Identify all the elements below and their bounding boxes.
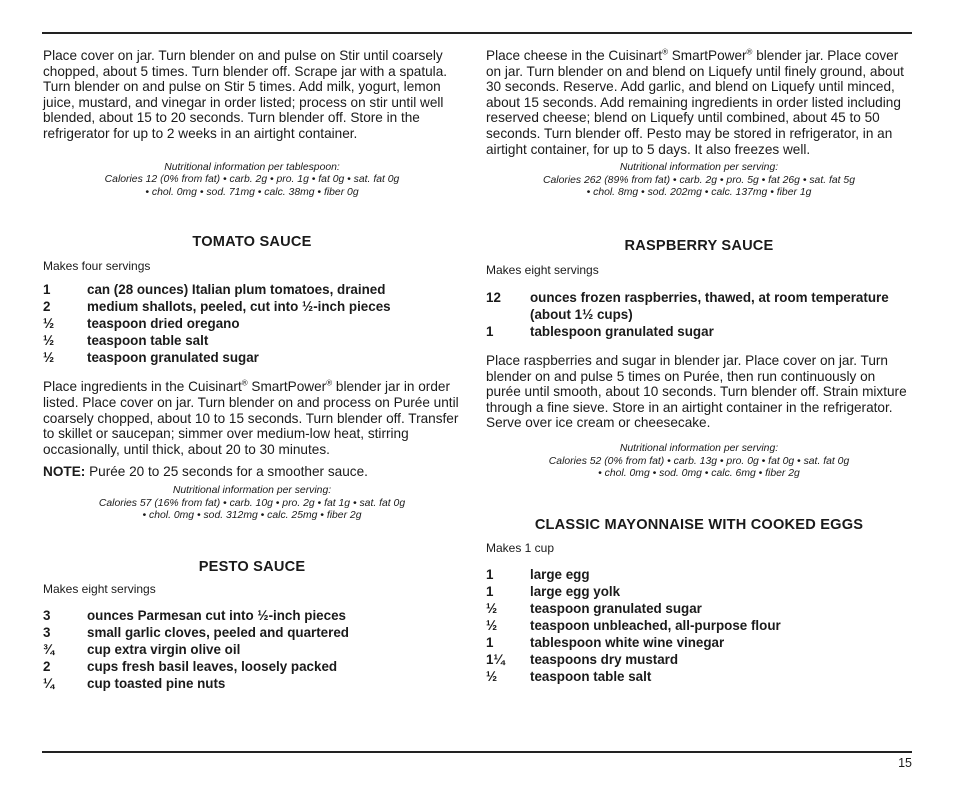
ingredient-row <box>486 617 912 634</box>
ingredient-text: cup toasted pine nuts <box>87 675 226 691</box>
ingredient-row <box>43 607 461 624</box>
ingredient-row <box>43 332 461 349</box>
ingredient-text: cup extra virgin olive oil <box>87 641 241 657</box>
registered-mark: ® <box>746 47 753 57</box>
registered-mark: ® <box>326 378 333 388</box>
page-number: 15 <box>898 756 912 770</box>
ingredient-qty: 1¼ <box>486 651 505 667</box>
ingredient-text: ounces frozen raspberries, thawed, at room temperature (about 1½ cups) <box>530 289 889 322</box>
bottom-rule <box>42 751 912 753</box>
tomato-sauce-servings: Makes four servings <box>43 259 151 274</box>
raspberry-sauce-nutrition <box>486 443 912 481</box>
ingredient-row <box>486 668 912 685</box>
ingredient-text: teaspoon unbleached, all-purpose flour <box>530 617 781 633</box>
pesto-sauce-ingredients <box>43 607 461 692</box>
ingredient-qty: ½ <box>486 668 498 684</box>
method-text: blender jar in order listed. Place cover on jar. Turn blender on and process on Purée until coarsely chopped, about 10 to 15 seconds. Turn blender off. Transfer to skillet or saucepan; simmer over medium-low heat, stirring occasionally, until thick, about 20 to 30 minutes. <box>43 379 459 457</box>
ingredient-row <box>486 634 912 651</box>
ingredient-qty: 12 <box>486 289 501 305</box>
ingredient-qty: ½ <box>43 316 55 332</box>
ingredient-qty: ½ <box>486 617 498 633</box>
nutrition-heading: Nutritional information per serving: <box>619 162 779 174</box>
ingredient-text: can (28 ounces) Italian plum tomatoes, drained <box>87 282 386 298</box>
ingredient-row <box>43 658 461 675</box>
nutrition-line-1: Calories 12 (0% from fat) • carb. 2g • pro. 1g • fat 0g • sat. fat 0g <box>104 174 400 186</box>
raspberry-sauce-servings: Makes eight servings <box>486 262 599 277</box>
registered-mark: ® <box>241 378 248 388</box>
left-column <box>43 48 461 692</box>
pesto-sauce-servings: Makes eight servings <box>43 581 156 596</box>
ingredient-row <box>486 600 912 617</box>
ingredient-row <box>43 349 461 366</box>
registered-mark: ® <box>662 47 668 57</box>
ingredient-row <box>43 641 461 658</box>
mayonnaise-method-paragraph: Place cover on jar. Turn blender on and pulse on Stir until coarsely chopped, about 5 times. Turn blender off. Scrape jar with a spatula. Turn blender on and pulse on Stir 5 times. Add milk, yogurt, lemon juice, mustard, and vinegar in order listed; process on stir until well blended, about 15 to 20 seconds. Turn blender off. Store in the refrigerator for up to 2 weeks in an airtight container. <box>43 48 448 141</box>
ingredient-text: large egg <box>530 566 590 582</box>
tomato-sauce-method <box>43 379 461 457</box>
nutrition-heading: Nutritional information per serving: <box>172 484 332 496</box>
nutrition-line-2: • chol. 0mg • sod. 312mg • calc. 25mg • fiber 2g <box>142 510 362 522</box>
ingredient-text: teaspoon table salt <box>87 333 209 349</box>
ingredient-row <box>486 651 912 668</box>
ingredient-text: teaspoon table salt <box>530 668 652 684</box>
method-text: Place cheese in the Cuisinart <box>486 48 663 63</box>
ingredient-row <box>486 583 912 600</box>
ingredient-text: small garlic cloves, peeled and quartered <box>87 624 349 640</box>
nutrition-line-1: Calories 262 (89% from fat) • carb. 2g • pro. 5g • fat 26g • sat. fat 5g <box>543 174 855 186</box>
nutrition-heading: Nutritional information per tablespoon: <box>164 161 340 173</box>
ingredient-qty: 3 <box>43 607 51 623</box>
ingredient-row <box>43 298 461 315</box>
ingredient-qty: ½ <box>43 333 55 349</box>
ingredient-qty: 1 <box>486 583 494 599</box>
tomato-sauce-ingredients <box>43 281 461 366</box>
ingredient-qty: 1 <box>43 282 51 298</box>
ingredient-text: teaspoons dry mustard <box>530 651 679 667</box>
method-text: SmartPower <box>667 48 747 63</box>
ingredient-qty: ½ <box>486 600 498 616</box>
ingredient-row <box>43 675 461 692</box>
tomato-sauce-title: TOMATO SAUCE <box>192 234 312 251</box>
ingredient-text: medium shallots, peeled, cut into ½-inch pieces <box>87 299 391 315</box>
method-text: blender jar. Place cover on jar. Turn blender on and blend on Liquefy until finely ground, about 30 seconds. Reserve. Add garlic, and blend on Liquefy until minced, about 15 seconds. Add remaining ingredients in order listed including reserved cheese; blend on Liquefy until combined, about 45 to 50 seconds. Turn blender off. Pesto may be stored in refrigerator, in an airtight container, for up to 5 days. It also freezes well. <box>486 48 904 157</box>
right-column <box>486 48 912 685</box>
ingredient-qty: 1 <box>486 634 494 650</box>
ingredient-text: tablespoon granulated sugar <box>530 323 714 339</box>
tomato-sauce-note <box>43 464 461 480</box>
nutrition-line-1: Calories 52 (0% from fat) • carb. 13g • pro. 0g • fat 0g • sat. fat 0g <box>548 455 850 467</box>
ingredient-qty: 2 <box>43 299 51 315</box>
nutrition-line-1: Calories 57 (16% from fat) • carb. 10g • pro. 2g • fat 1g • sat. fat 0g <box>98 497 406 509</box>
ingredient-text: cups fresh basil leaves, loosely packed <box>87 658 338 674</box>
mayonnaise-yield: Makes 1 cup <box>486 540 555 555</box>
ingredient-text: large egg yolk <box>530 583 621 599</box>
ingredient-text: teaspoon granulated sugar <box>530 600 702 616</box>
pesto-sauce-title: PESTO SAUCE <box>198 558 306 575</box>
pesto-sauce-nutrition <box>486 162 912 200</box>
raspberry-sauce-title: RASPBERRY SAUCE <box>624 237 774 254</box>
nutrition-line-2: • chol. 0mg • sod. 71mg • calc. 38mg • fiber 0g <box>145 186 359 198</box>
nutrition-line-2: • chol. 8mg • sod. 202mg • calc. 137mg • fiber 1g <box>586 187 812 199</box>
ingredient-row <box>486 566 912 583</box>
tomato-sauce-nutrition <box>43 485 461 523</box>
ingredient-text: teaspoon dried oregano <box>87 316 240 332</box>
ingredient-text: tablespoon white wine vinegar <box>530 634 725 650</box>
method-text: SmartPower <box>247 379 327 395</box>
mayonnaise-ingredients <box>486 566 912 685</box>
ingredient-qty: 3 <box>43 624 51 640</box>
ingredient-qty: ¾ <box>43 641 55 657</box>
nutrition-heading: Nutritional information per serving: <box>619 442 779 454</box>
ingredient-row <box>43 315 461 332</box>
ingredient-text: teaspoon granulated sugar <box>87 350 259 366</box>
ingredient-qty: 1 <box>486 323 494 339</box>
nutrition-line-2: • chol. 0mg • sod. 0mg • calc. 6mg • fiber 2g <box>598 468 800 480</box>
ingredient-text: ounces Parmesan cut into ½-inch pieces <box>87 607 346 623</box>
ingredient-row <box>486 323 912 340</box>
ingredient-qty: ¼ <box>43 675 55 691</box>
raspberry-sauce-method: Place raspberries and sugar in blender jar. Place cover on jar. Turn blender on and pulse 5 times on Purée, then run continuously on purée until smooth, about 10 seconds. Turn blender off. Strain mixture through a fine sieve. Store in an airtight container in the refrigerator. Serve over ice cream or cheesecake. <box>486 352 907 431</box>
ingredient-qty: 1 <box>486 566 494 582</box>
ingredient-row <box>43 281 461 298</box>
note-label: NOTE: <box>43 464 86 480</box>
top-rule <box>42 32 912 34</box>
ingredient-qty: 2 <box>43 658 51 674</box>
mayonnaise-title: CLASSIC MAYONNAISE WITH COOKED EGGS <box>534 516 864 533</box>
mayonnaise-nutrition <box>43 162 461 200</box>
ingredient-row <box>43 624 461 641</box>
raspberry-sauce-ingredients <box>486 289 912 340</box>
pesto-sauce-method <box>486 48 912 157</box>
ingredient-row <box>486 289 912 323</box>
ingredient-qty: ½ <box>43 350 55 366</box>
method-text: Place ingredients in the Cuisinart <box>43 379 242 395</box>
note-text: Purée 20 to 25 seconds for a smoother sauce. <box>85 464 368 480</box>
